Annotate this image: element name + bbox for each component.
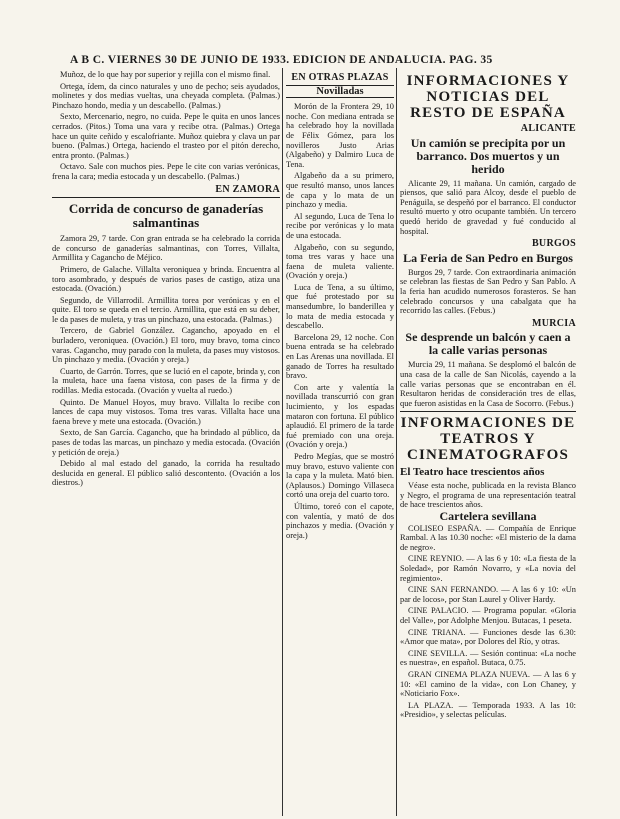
listing-item: GRAN CINEMA PLAZA NUEVA. — A las 6 y 10: «El camino de la vida», con Lon Chaney, y «Noticiario Fox». bbox=[400, 669, 576, 699]
section-title-teatros: INFORMACIONES DE TEATROS Y CINEMATOGRAFOS bbox=[400, 415, 576, 464]
page-header: A B C. VIERNES 30 DE JUNIO DE 1933. EDICION DE ANDALUCIA. PAG. 35 bbox=[70, 54, 493, 66]
article-paragraph: Con arte y valentía la novillada transcurrió con gran lucimiento, y los espadas mataron con fortuna. El público aplaudió. El primero de la tarde fué premiado con una oreja. (Ovación y oreja.) bbox=[286, 382, 394, 450]
column-1 bbox=[52, 70, 280, 815]
article-paragraph: Sexto, de San García. Cagancho, que ha brindado al público, da pases de todas las marcas, un pinchazo y media estocada. (Ovación y petición de oreja.) bbox=[52, 428, 280, 457]
article-paragraph: Al segundo, Luca de Tena lo recibe por verónicas y lo mata de una estocada. bbox=[286, 211, 394, 240]
article-paragraph: Véase esta noche, publicada en la revista Blanco y Negro, el programa de una representación teatral de hace trescientos años. bbox=[400, 481, 576, 510]
headline-cartelera: Cartelera sevillana bbox=[439, 509, 537, 524]
section-tag-otras-plazas: EN OTRAS PLAZAS bbox=[291, 72, 389, 83]
column-3 bbox=[400, 70, 576, 815]
headline-balcon: Se desprende un balcón y caen a la calle varias personas bbox=[405, 330, 571, 358]
listing-item: CINE TRIANA. — Funciones desde las 6.30: «Amor que mata», por Dolores del Río, y otras. bbox=[400, 627, 576, 647]
article-paragraph: Ortega, ídem, da cinco naturales y uno de pecho; seis ayudados, molinetes y dos medias vueltas, una cheyada completa. (Palmas.) Pinchazo hondo, media y un descabello. (Palmas.) bbox=[52, 81, 280, 110]
divider bbox=[52, 197, 280, 198]
article-paragraph: Último, toreó con el capote, con valentía, y mató de dos pinchazos y media. (Ovación y oreja.) bbox=[286, 501, 394, 540]
article-paragraph: Zamora 29, 7 tarde. Con gran entrada se ha celebrado la corrida de concurso de ganaderías salmantinas, con Torres, Villalta, Armillita y Cagancho de Méjico. bbox=[52, 234, 280, 263]
headline-corrida: Corrida de concurso de ganaderías salmantinas bbox=[68, 201, 264, 231]
section-tag-murcia: MURCIA bbox=[531, 317, 576, 329]
article-paragraph: Morón de la Frontera 29, 10 noche. Con mediana entrada se ha celebrado hoy la novillada de Félix Gómez, para los novilleros Justo Arias (Algabeño) y Dalmiro Luca de Tena. bbox=[286, 102, 394, 169]
headline-feria-burgos: La Feria de San Pedro en Burgos bbox=[403, 250, 573, 265]
listing-item: CINE PALACIO. — Programa popular. «Gloria del Valle», por Adolphe Menjou. Butacas, 1 peseta. bbox=[400, 606, 576, 625]
article-paragraph: Quinto. De Manuel Hoyos, muy bravo. Villalta lo recibe con lances de capa muy vistosos. Toma tres varas. Villalta hace una faena breve y mete una estocada. (Ovación.) bbox=[52, 397, 280, 426]
article-paragraph: Cuarto, de Garrón. Torres, que se lució en el capote, brinda y, con la muleta, hace una faena vistosa, con pases de la firma y de rodillas. Media estocada. (Ovación y vuelta al ruedo.) bbox=[52, 366, 280, 396]
headline-novilladas: Novilladas bbox=[286, 85, 394, 99]
listing-item: CINE SEVILLA. — Sesión continua: «La noche es nuestra», en español. Butaca, 0.75. bbox=[400, 648, 576, 668]
column-rule bbox=[282, 68, 283, 816]
section-title-informaciones: INFORMACIONES Y NOTICIAS DEL RESTO DE ESPAÑA bbox=[406, 73, 570, 121]
article-paragraph: Debido al mal estado del ganado, la corrida ha resultado deslucida en general. El público salió descontento. (Ovación a los diestros.) bbox=[52, 459, 280, 488]
article-paragraph: Octavo. Sale con muchos pies. Pepe le cite con varias verónicas, frena la cara; media estocada y un descabello. (Palmas.) bbox=[52, 162, 280, 181]
article-paragraph: Tercero, de Gabriel González. Cagancho, apoyado en el burladero, veroniquea. (Ovación.) El toro, muy bravo, toma cinco varas. Cagancho, muy parado con la muleta, da pases muy vistosos. Un pinchazo y media. (Ovación y oreja.) bbox=[52, 326, 280, 365]
section-tag-zamora: EN ZAMORA bbox=[215, 183, 280, 195]
article-paragraph: Luca de Tena, a su último, que fué protestado por su mansedumbre, lo banderillea y lo mata de media estocada y descabello. bbox=[286, 282, 394, 331]
column-rule bbox=[396, 68, 397, 816]
article-paragraph: Sexto, Mercenario, negro, no cuida. Pepe le quita en unos lances cerrados. (Pitos.) Toma una vara y recibe otra. (Palmas.) Ortega hace un quite ceñido y escalofriante. Muñoz quiebra y clava un par bueno. (Palmas.) Ortega, haciendo el trasteo por el pitón derecho, entra pronto. (Palmas.) bbox=[52, 112, 280, 160]
article-paragraph: Murcia 29, 11 mañana. Se desplomó el balcón de una casa de la calle de San Nicolás, cayendo a la calle varias personas que se encontraban en él. Resultaron heridas de consideración tres de ellas, que fueron asistidas en la Casa de Socorro. (Febus.) bbox=[400, 360, 576, 408]
article-paragraph: Pedro Megías, que se mostró muy bravo, estuvo valiente con la capa y la muleta. Mató bien. (Aplausos.) Domingo Villaseca cortó una oreja del cuarto toro. bbox=[286, 451, 394, 500]
article-paragraph: Alicante 29, 11 mañana. Un camión, cargado de piensos, que salió para Alcoy, desde el pueblo de Penáguila, se despeñó por el barranco. El conductor resultó muerto y otro ocupante también. Un tercero quedó herido de gravedad y fué conducido al hospital. bbox=[400, 178, 576, 236]
headline-camion: Un camión se precipita por un barranco. Dos muertos y un herido bbox=[410, 135, 566, 176]
section-tag-alicante: ALICANTE bbox=[520, 123, 576, 134]
listing-item: LA PLAZA. — Temporada 1933. A las 10: «Presidio», y selectas películas. bbox=[400, 700, 576, 720]
listing-item: COLISEO ESPAÑA. — Compañía de Enrique Rambal. A las 10.30 noche: «El misterio de la dama de negro». bbox=[400, 523, 576, 552]
article-paragraph: Segundo, de Villarrodil. Armillita torea por verónicas y en el quite. El toro se queda en el tercio. Armillita, que está en su deber, le da pases de muleta, y tras un pinchazo, una estocada. (Palmas.) bbox=[52, 295, 280, 324]
article-paragraph: Primero, de Galache. Villalta veroniquea y brinda. Encuentra al toro asombrado, y después de varios pases de castigo, atiza una estocada. (Ovación.) bbox=[52, 264, 280, 294]
article-paragraph: Algabeño, con su segundo, toma tres varas y hace una faena de muleta valiente. (Ovación y oreja.) bbox=[286, 242, 394, 281]
article-paragraph: Barcelona 29, 12 noche. Con buena entrada se ha celebrado en Las Arenas una novillada. El ganado de Torres ha resultado bravo. bbox=[286, 332, 394, 381]
article-paragraph: Muñoz, de lo que hay por superior y rejilla con el mismo final. bbox=[60, 70, 271, 79]
article-paragraph: Algabeño da a su primero, que resultó manso, unos lances de capa y lo mata de un pinchazo y media. bbox=[286, 171, 394, 210]
column-2 bbox=[286, 70, 394, 815]
listing-item: CINE SAN FERNANDO. — A las 6 y 10: «Un par de locos», por Stan Laurel y Oliver Hardy. bbox=[400, 585, 576, 604]
divider bbox=[400, 411, 576, 412]
article-paragraph: Burgos 29, 7 tarde. Con extraordinaria animación se celebran las fiestas de San Pedro y San Pablo. A la feria han acudido numerosos forasteros. Se han celebrado concursos y una cabalgata que ha recorrido las calles. (Febus.) bbox=[400, 267, 576, 316]
listing-item: CINE REYNIO. — A las 6 y 10: «La fiesta de la Soledad», por Ramón Novarro, y «La novia del regimiento». bbox=[400, 554, 576, 583]
section-tag-burgos: BURGOS bbox=[531, 238, 576, 250]
headline-teatro: El Teatro hace trescientos años bbox=[400, 466, 545, 479]
